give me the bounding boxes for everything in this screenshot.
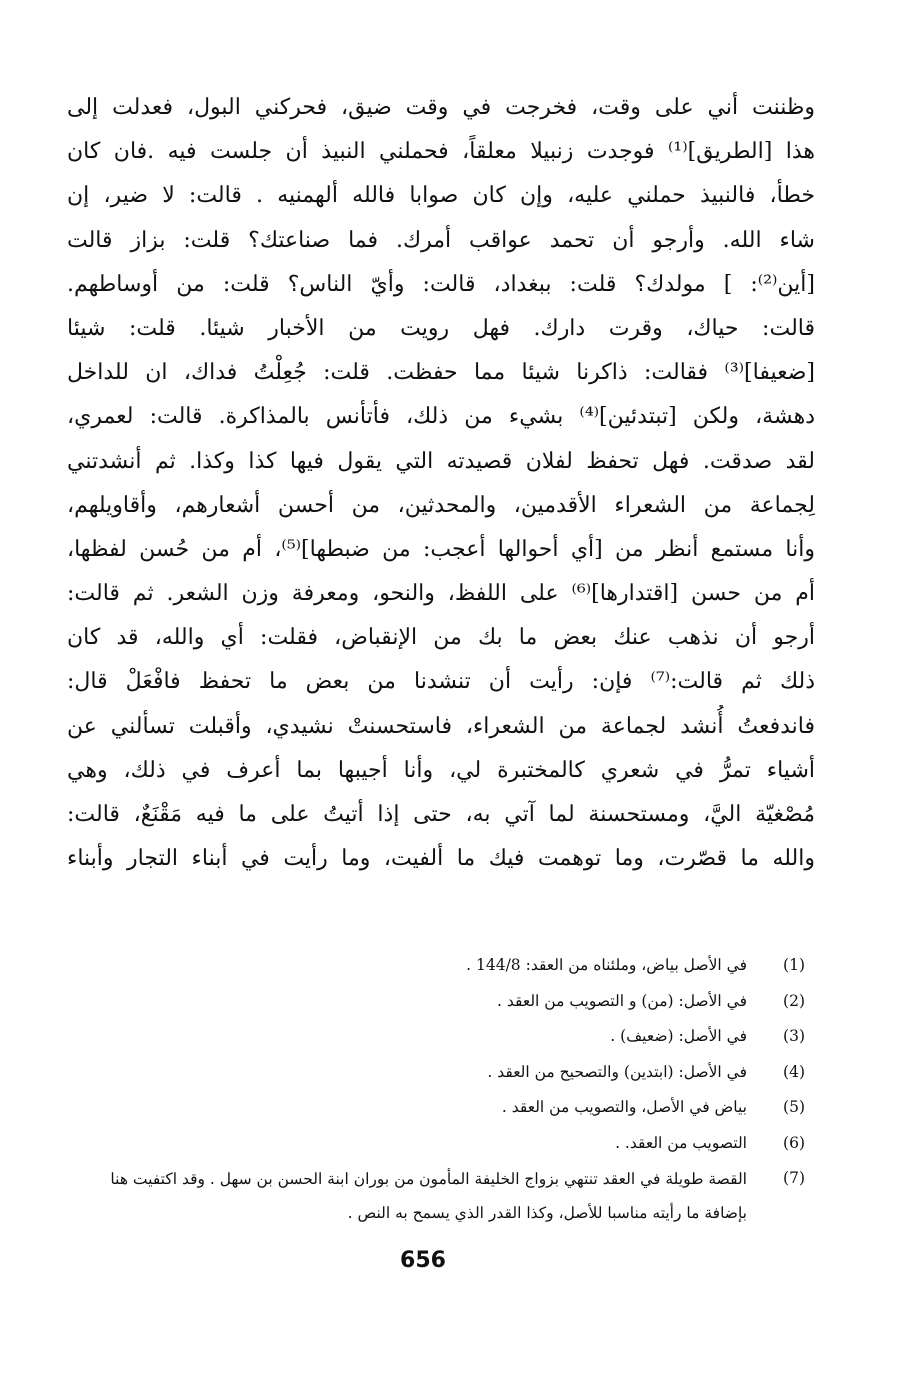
footnote-text: في الأصل بياض، وملئناه من العقد: 144/8 . [466,956,747,974]
text-line: والله ما قصّرت، وما توهمت فيك ما ألفيت، وما رأيت في أبناء التجار وأبناء [67,846,815,872]
footnote-item [65,1055,805,1091]
footnotes [65,948,805,1230]
footnote-number: (3) [783,1027,805,1045]
text-line: قالت: حياك، وقرت دارك. فهل رويت من الأخبار شيئا. قلت: شيئا [67,315,815,341]
text-line: لقد صدقت. فهل تحفظ لفلان قصيدته التي يقول فيها كذا وكذا. ثم أنشدتني [67,448,815,474]
footnote-text: بياض في الأصل، والتصويب من العقد . [501,1098,747,1116]
footnote-text: التصويب من العقد. . [615,1133,747,1152]
text-line: دهشة، ولكن [تبتدئين]⁽⁴⁾ بشيء من ذلك، فأتأنس بالمذاكرة. قالت: لعمري، [67,404,815,430]
footnote-item [65,948,805,984]
text-line: أم من حسن [اقتدارها]⁽⁶⁾ على اللفظ، والنحو، ومعرفة وزن الشعر. ثم قالت: [67,581,815,607]
footnote-item [65,1019,805,1055]
footnote-number: (5) [783,1098,805,1116]
main-text-block [67,86,815,881]
footnote-number: (2) [783,991,805,1010]
text-line: أشياء تمرُّ في شعري كالمختبرة لي، وأنا أجيبها بما أعرف في ذلك، وهي [67,757,815,783]
footnote-text: في الأصل: (ابتدين) والتصحيح من العقد . [487,1062,747,1081]
footnote-number: (6) [783,1133,805,1152]
text-line: لِجماعة من الشعراء الأقدمين، والمحدثين، من أحسن أشعارهم، وأقاويلهم، [67,492,815,518]
text-line: وأنا مستمع أنظر من [أي أحوالها أعجب: من ضبطها]⁽⁵⁾، أم من حُسن لفظها، [67,536,815,562]
footnote-item [65,984,805,1020]
text-line: أرجو أن نذهب عنك بعض ما بك من الإنقباض، فقلت: أي والله، قد كان [67,625,815,651]
footnote-item [65,1090,805,1126]
footnote-item [65,1161,805,1230]
page-number: 656 [400,1248,446,1273]
footnote-text: في الأصل: (ضعيف) . [610,1027,747,1045]
text-line: خطأ، فالنبيذ حملني عليه، وإن كان صوابا فالله ألهمنيه . قالت: لا ضير، إن [67,183,815,209]
footnote-number: (4) [783,1062,805,1081]
text-line: فاندفعتُ أُنشد لجماعة من الشعراء، فاستحسنتْ نشيدي، وأقبلت تسألني عن [67,713,815,739]
footnote-number: (1) [783,956,805,974]
text-line: [أين⁽²⁾: ] مولدك؟ قلت: ببغداد، قالت: وأيّ الناس؟ قلت: من أوساطهم. [67,271,815,297]
footnote-text: في الأصل: (من) و التصويب من العقد . [497,991,747,1010]
text-line: شاء الله. وأرجو أن تحمد عواقب أمرك. فما صناعتك؟ قلت: بزاز قالت [67,227,815,253]
text-line: مُصْغيّة اليَّ، ومستحسنة لما آتي به، حتى إذا أتيتُ على ما فيه مَقْنَعٌ، قالت: [67,802,815,827]
footnote-text: القصة طويلة في العقد تنتهي بزواج الخليفة المأمون من بوران ابنة الحسن بن سهل . وقد اكتفيت هنا بإضافة ما رأيته مناسبا للأصل، وكذا القدر الذي يسمح به النص . [110,1170,747,1222]
text-line: [ضعيفا]⁽³⁾ فقالت: ذاكرنا شيئا مما حفظت. قلت: جُعِلْتُ فداك، ان للداخل [67,360,815,386]
text-line: وظننت أني على وقت، فخرجت في وقت ضيق، فحركني البول، فعدلت إلى [67,95,815,120]
text-line: ذلك ثم قالت:⁽⁷⁾ فإن: رأيت أن تنشدنا من بعض ما تحفظ فافْعَلْ قال: [67,669,815,695]
footnote-number: (7) [783,1169,805,1187]
footnote-item [65,1126,805,1162]
text-line: هذا [الطريق]⁽¹⁾ فوجدت زنبيلا معلقاً، فحملني النبيذ أن جلست فيه .فان كان [67,139,815,165]
